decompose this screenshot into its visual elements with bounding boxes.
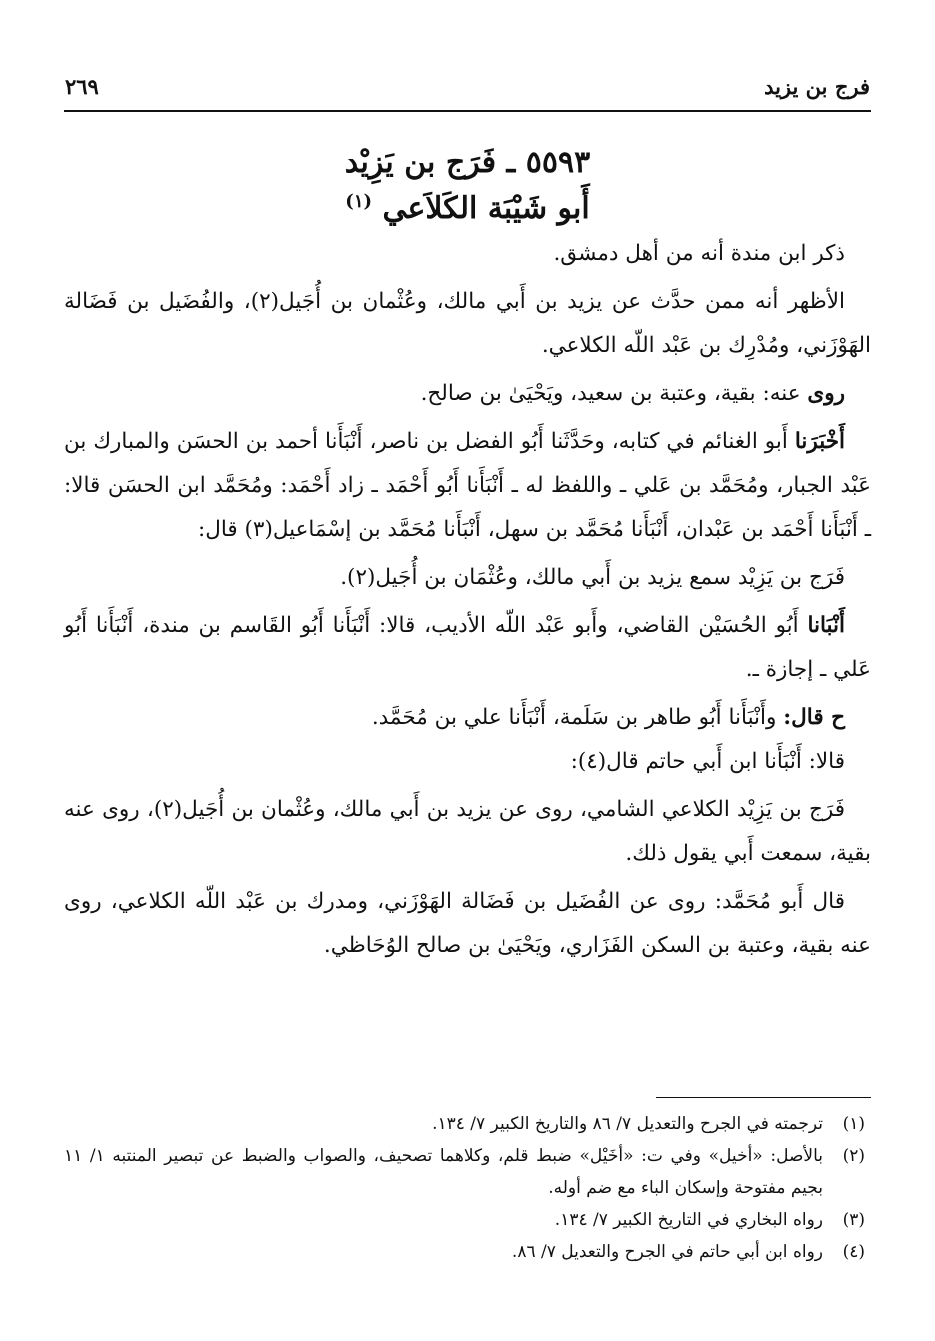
paragraph-lead: ح قال:	[783, 705, 845, 730]
paragraph-text: أَبو الغنائم في كتابه، وحَدَّثَنا أَبُو الفضل بن ناصر، أَنْبَأَنا أحمد بن الحسَن والمبارك بن عَبْد الجبار، ومُحَمَّد بن عَلي ـ واللفظ له ـ أَنْبَأَنا أَبُو أَحْمَد ـ زاد أَحْمَد: ومُحَمَّد ابن الحسَن قالا: ـ أَنْبَأَنا أَحْمَد بن عَبْدان، أَنْبَأَنا مُحَمَّد بن سهل، أَنْبَأَنا مُحَمَّد بن إسْمَاعيل(٣) قال:	[64, 429, 871, 542]
running-header	[65, 66, 870, 106]
paragraph-lead: روى	[807, 381, 845, 406]
paragraph-quote-1: فَرَج بن يَزِيْد سمع يزيد بن أَبي مالك، وعُثْمَان بن أُجَيل(٢).	[340, 565, 845, 590]
header-rule	[64, 110, 871, 112]
paragraph-origin: ذكر ابن مندة أنه من أهل دمشق.	[553, 241, 845, 266]
footnote-text: ترجمته في الجرح والتعديل ٧/ ٨٦ والتاريخ الكبير ٧/ ١٣٤.	[432, 1114, 823, 1134]
footnotes	[64, 1108, 865, 1268]
footnote-item	[64, 1204, 865, 1236]
running-title: فرج بن يزيد	[764, 73, 870, 99]
entry-title	[64, 140, 871, 232]
entry-title-line2	[64, 186, 871, 232]
paragraph-isnad-1	[64, 420, 871, 552]
paragraph-lead: أَنْبَانا	[807, 613, 845, 638]
title-footnote-marker: (١)	[345, 191, 373, 212]
footnote-item	[64, 1236, 865, 1268]
paragraph-lead: أَخْبَرَنا	[794, 429, 845, 454]
paragraph-text: أَبُو الحُسَيْن القاضي، وأَبو عَبْد اللّه الأديب، قالا: أَنْبَأَنا أَبُو القَاسم بن مندة، أَنْبَأَنا أَبُو عَلي ـ إجازة ـ.	[64, 613, 871, 682]
footnote-item	[64, 1140, 865, 1204]
paragraph-text: عنه: بقية، وعتبة بن سعيد، ويَحْيَىٰ بن صالح.	[420, 381, 801, 406]
paragraph-quote-2: فَرَج بن يَزِيْد الكلاعي الشامي، روى عن يزيد بن أَبي مالك، وعُثْمان بن أُجَيل(٢)، روى عنه بقية، سمعت أَبي يقول ذلك.	[64, 797, 871, 866]
footnote-number: (٢)	[842, 1146, 865, 1166]
footnote-text: رواه البخاري في التاريخ الكبير ٧/ ١٣٤.	[554, 1210, 823, 1230]
paragraph-isnad-3	[64, 696, 871, 740]
footnote-text: رواه ابن أبي حاتم في الجرح والتعديل ٧/ ٨٦.	[511, 1242, 823, 1262]
entry-body	[64, 232, 871, 968]
paragraph-isnad-4: قالا: أَنْبَأَنا ابن أَبي حاتم قال(٤):	[570, 749, 845, 774]
paragraph-quote-3: قال أَبو مُحَمَّد: روى عن الفُضَيل بن فَضَالة الهَوْزَني، ومدرك بن عَبْد اللّه الكلاعي، روى عنه بقية، وعتبة بن السكن الفَزَاري، ويَحْيَىٰ بن صالح الوُحَاظي.	[64, 889, 871, 958]
footnote-text: بالأصل: «أخيل» وفي ت: «أخَيْل» ضبط قلم، وكلاهما تصحيف، والصواب والضبط عن تبصير المنتبه ١/ ١١ بجيم مفتوحة وإسكان الباء مع ضم أوله.	[64, 1146, 823, 1198]
footnote-number: (٤)	[842, 1242, 865, 1262]
paragraph-isnad-2	[64, 604, 871, 692]
paragraph-students	[64, 372, 871, 416]
paragraph-teachers: الأظهر أنه ممن حدَّث عن يزيد بن أَبي مالك، وعُثْمان بن أُجَيل(٢)، والفُضَيل بن فَضَالة الهَوْزَني، ومُدْرِك بن عَبْد اللّه الكلاعي.	[64, 289, 871, 358]
entry-title-line2-text: أَبو شَيْبَة الكَلاَعي	[382, 191, 590, 226]
footnote-number: (٣)	[842, 1210, 865, 1230]
footnote-item	[64, 1108, 865, 1140]
page-number: ٢٦٩	[65, 73, 99, 99]
entry-title-line1: ٥٥٩٣ ـ فَرَج بن يَزِيْد	[344, 145, 591, 180]
footnote-number: (١)	[842, 1114, 865, 1134]
footnote-rule	[656, 1097, 871, 1098]
paragraph-text: وأَنْبَأَنا أَبُو طاهر بن سَلَمة، أَنْبَأَنا علي بن مُحَمَّد.	[371, 705, 777, 730]
